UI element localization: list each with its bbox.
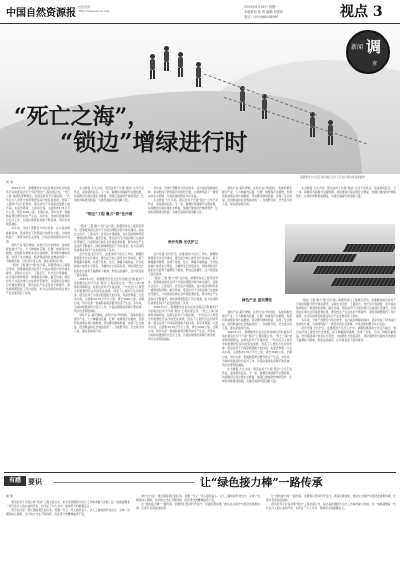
article-paragraph: 多年来，当地干部群众与风沙抗争，在沙漠边缘植树造林，逐步形成了防风固沙的绿色长廊，为绿洲筑起了一道坚实的生态屏障，沙漠边缘的群众从中受益。 bbox=[6, 226, 70, 243]
article-paragraph: 绿色产业 富民增收。在防沙治沙的同时，各地积极发展沙产业，大力种植肉苁蓉、红柳、梭梭等沙生植物，发展特色林果业和沙漠旅游，带动群众增收致富，实现了生态效益、经济效益和社会效益的统一。当地群众说，过去是沙进人退，现在是绿进沙退。 bbox=[222, 186, 292, 207]
section-subhead: 治沙先锋 光伏护卫 bbox=[167, 240, 198, 244]
commentary-paragraph: 让“绿色接力棒”一路传承，需要我们坚持科学治沙，巩固治理成果，推动生态保护与经济发展相协调，让更多荒漠变成绿洲。 bbox=[136, 502, 260, 511]
masthead-subtitle-line: 自然资源 bbox=[78, 5, 91, 9]
masthead-url: http://www.iziran.net bbox=[78, 9, 110, 13]
section-divider bbox=[4, 472, 396, 473]
commentary-paragraph: 防沙治沙是一项长期而艰巨的任务，需要一代又一代人接续奋斗。从人工植树到科技治沙，从单一治理到综合施策，治沙的方式在不断创新，但是坚守的精神始终不变。 bbox=[136, 494, 260, 503]
byline: 何 伟 bbox=[6, 180, 13, 184]
article-paragraph: 生态修复 久久为功。塔克拉玛干沙漠“锁边”合龙不是终点，而是新的起点。下一步，新疆将巩固提升治理成果，持续推进沙漠边缘生态修复，加强已建成防护林的管护，让绿色屏障更加稳固，为建设美丽中国贡献力量。 bbox=[222, 366, 292, 383]
commentary-tag: 有感 bbox=[4, 476, 26, 486]
commentary-column bbox=[136, 494, 260, 568]
headline-line-2: “锁边”增绿进行时 bbox=[60, 129, 248, 156]
stamp-word: 查 bbox=[372, 61, 378, 67]
article-column bbox=[148, 252, 218, 468]
article-column bbox=[222, 186, 292, 222]
commentary-paragraph: 让“绿色接力棒”一路传承，需要我们坚持科学治沙，巩固治理成果，推动生态保护与经济发展相协调，让更多荒漠变成绿洲。 bbox=[266, 494, 396, 503]
headline-line-1: “死亡之海”， bbox=[14, 104, 150, 130]
article-column bbox=[296, 186, 396, 222]
article-paragraph: 治沙先锋 光伏护卫。在推进防沙治沙工作中，新疆积极探索光伏治沙模式，通过在沙地上建设光伏发电板，板下种植耐旱植物，实现了发电、治沙、种植多重效益。光伏板能减少地表水分蒸发，为植物生长创造条件，同时清洗光伏板的水还能用于灌溉板下植被，形成良性循环，让沙漠变成了蓝色海洋。 bbox=[148, 252, 218, 277]
article-paragraph: “锁边”工程 聚力“锁”住沙漠。新疆坚持以工程项目带动，统筹推进塔克拉玛干沙漠边缘阻沙防沙体系建设，采取生态治沙、工程治沙、光伏治沙等措施，在沙漠边缘构筑起一道道绿色屏障。截至目前，塔克拉玛干沙漠边缘已完成绿化带建设，沙漠周边区域生态环境显著改善，群众的生产生活条件不断提升。绿色屏障既阻挡了风沙侵袭，也为沿线特色林果业和沙产业发展创造了条件。 bbox=[148, 276, 218, 305]
article-paragraph: 绿色产业 富民增收。在防沙治沙的同时，各地积极发展沙产业，大力种植肉苁蓉、红柳、梭梭等沙生植物，发展特色林果业和沙漠旅游，带动群众增收致富，实现了生态效益、经济效益和社会效益的统一。当地群众说，过去是沙进人退，现在是绿进沙退。 bbox=[222, 310, 292, 331]
article-paragraph: “锁边”工程 聚力“锁”住沙漠。新疆坚持以工程项目带动，统筹推进塔克拉玛干沙漠边缘阻沙防沙体系建设，采取生态治沙、工程治沙、光伏治沙等措施，在沙漠边缘构筑起一道道绿色屏障。截至目前，塔克拉玛干沙漠边缘已完成绿化带建设，沙漠周边区域生态环境显著改善，群众的生产生活条件不断提升。绿色屏障既阻挡了风沙侵袭，也为沿线特色林果业和沙产业发展创造了条件。 bbox=[74, 224, 144, 253]
commentary-tag-label: 要识 bbox=[28, 478, 42, 486]
issue-phone: 电话：(010)68048580 bbox=[244, 15, 279, 19]
article-column bbox=[222, 310, 292, 468]
masthead-subtitle bbox=[78, 5, 109, 13]
newspaper-title: 中国自然资源报 bbox=[6, 8, 76, 19]
issue-info bbox=[244, 5, 283, 20]
commentary-paragraph: 防沙治沙是一项长期而艰巨的任务，需要一代又一代人接续奋斗。从人工植树到科技治沙，从单一治理到综合施策，治沙的方式在不断创新，但是坚守的精神始终不变。 bbox=[6, 508, 130, 517]
column-stamp bbox=[346, 30, 390, 74]
article-column bbox=[74, 224, 144, 468]
article-column bbox=[6, 186, 70, 468]
tag-rule bbox=[54, 482, 194, 483]
stamp-word: 新闻 bbox=[351, 44, 364, 51]
article-paragraph: 2025年2月，新疆维吾尔自治区和田地区历时数年打造的塔克拉玛干沙漠“锁边”工程实现合龙，“死亡之海”被绿色屏障锁住。在塔克拉玛干沙漠边缘，一代代治沙人用坚守和智慧把荒凉沙地变成绿洲，创造了人类防沙治沙的奇迹。塔克拉玛干沙漠是我国最大的沙漠，也是世界第二大流动沙漠，总面积33.76万平方公里，周长3046公里。长期以来，风沙灾害一直威胁着周边群众的生产生活。多年来，当地持续推进防沙治沙工作，沙漠边缘绿色屏障不断延伸，风沙危害明显减轻。 bbox=[74, 276, 144, 313]
section-subhead: “锁边”工程 聚力“锁”住沙漠 bbox=[85, 212, 133, 216]
article-paragraph: 多年来，当地干部群众与风沙抗争，在沙漠边缘植树造林，逐步形成了防风固沙的绿色长廊，为绿洲筑起了一道坚实的生态屏障，沙漠边缘的群众从中受益。 bbox=[296, 318, 396, 327]
masthead bbox=[0, 0, 400, 24]
article-column bbox=[296, 298, 396, 468]
article-paragraph: 2025年2月，新疆维吾尔自治区和田地区历时数年打造的塔克拉玛干沙漠“锁边”工程实现合龙，“死亡之海”被绿色屏障锁住。在塔克拉玛干沙漠边缘，一代代治沙人用坚守和智慧把荒凉沙地变成绿洲，创造了人类防沙治沙的奇迹。塔克拉玛干沙漠是我国最大的沙漠，也是世界第二大流动沙漠，总面积33.76万平方公里，周长3046公里。长期以来，风沙灾害一直威胁着周边群众的生产生活。多年来，当地持续推进防沙治沙工作，沙漠边缘绿色屏障不断延伸，风沙危害明显减轻。 bbox=[148, 304, 218, 341]
article-paragraph: 治沙先锋 光伏护卫。在推进防沙治沙工作中，新疆积极探索光伏治沙模式，通过在沙地上建设光伏发电板，板下种植耐旱植物，实现了发电、治沙、种植多重效益。光伏板能减少地表水分蒸发，为植物生长创造条件，同时清洗光伏板的水还能用于灌溉板下植被，形成良性循环，让沙漠变成了蓝色海洋。 bbox=[74, 252, 144, 277]
article-paragraph: 绿色产业 富民增收。在防沙治沙的同时，各地积极发展沙产业，大力种植肉苁蓉、红柳、梭梭等沙生植物，发展特色林果业和沙漠旅游，带动群众增收致富，实现了生态效益、经济效益和社会效益的统一。当地群众说，过去是沙进人退，现在是绿进沙退。 bbox=[74, 313, 144, 334]
hero-photo bbox=[0, 24, 400, 174]
commentary-column bbox=[6, 500, 130, 568]
commentary-paragraph: 塔克拉玛干沙漠边缘“锁边”工程全面合龙，标志着我国防沙治沙工作取得重大进展。这一成就凝聚着一代代治沙人的心血和汗水，也印证了久久为功、绵绵用力的重要意义。 bbox=[6, 500, 130, 509]
commentary-column bbox=[266, 494, 396, 568]
section-title: 视点 3 bbox=[340, 4, 383, 20]
section-subhead: 绿色产业 富民增收 bbox=[241, 298, 272, 302]
commentary-paragraph: 塔克拉玛干沙漠边缘“锁边”工程全面合龙，标志着我国防沙治沙工作取得重大进展。这一成就凝聚着一代代治沙人的心血和汗水，也印证了久久为功、绵绵用力的重要意义。 bbox=[266, 502, 396, 511]
commentary-title: 让“绿色接力棒”一路传承 bbox=[200, 476, 323, 489]
solar-panel-photo bbox=[285, 224, 395, 294]
issue-date: 2025年6月16日 星期一 bbox=[244, 5, 279, 9]
hero-caption: 新疆维吾尔自治区和田地区治沙人员在沙漠边缘栽种植物 bbox=[300, 176, 365, 179]
article-paragraph: 绿色产业 富民增收。在防沙治沙的同时，各地积极发展沙产业，大力种植肉苁蓉、红柳、梭梭等沙生植物，发展特色林果业和沙漠旅游，带动群众增收致富，实现了生态效益、经济效益和社会效益的统一。当地群众说，过去是沙进人退，现在是绿进沙退。 bbox=[6, 242, 70, 263]
article-paragraph: 治沙先锋 光伏护卫。在推进防沙治沙工作中，新疆积极探索光伏治沙模式，通过在沙地上建设光伏发电板，板下种植耐旱植物，实现了发电、治沙、种植多重效益。光伏板能减少地表水分蒸发，为植物生长创造条件，同时清洗光伏板的水还能用于灌溉板下植被，形成良性循环，让沙漠变成了蓝色海洋。 bbox=[296, 326, 396, 343]
stamp-word: 调 bbox=[366, 38, 382, 56]
article-column bbox=[148, 186, 218, 236]
article-paragraph: 生态修复 久久为功。塔克拉玛干沙漠“锁边”合龙不是终点，而是新的起点。下一步，新疆将巩固提升治理成果，持续推进沙漠边缘生态修复，加强已建成防护林的管护，让绿色屏障更加稳固，为建设美丽中国贡献力量。 bbox=[74, 186, 144, 203]
article-paragraph: 生态修复 久久为功。塔克拉玛干沙漠“锁边”合龙不是终点，而是新的起点。下一步，新疆将巩固提升治理成果，持续推进沙漠边缘生态修复，加强已建成防护林的管护，让绿色屏障更加稳固，为建设美丽中国贡献力量。 bbox=[296, 186, 396, 199]
issue-editors: 本版策划 张 玥 编辑 刘建伟 bbox=[244, 10, 284, 14]
article-paragraph: 2025年2月，新疆维吾尔自治区和田地区历时数年打造的塔克拉玛干沙漠“锁边”工程实现合龙，“死亡之海”被绿色屏障锁住。在塔克拉玛干沙漠边缘，一代代治沙人用坚守和智慧把荒凉沙地变成绿洲，创造了人类防沙治沙的奇迹。塔克拉玛干沙漠是我国最大的沙漠，也是世界第二大流动沙漠，总面积33.76万平方公里，周长3046公里。长期以来，风沙灾害一直威胁着周边群众的生产生活。多年来，当地持续推进防沙治沙工作，沙漠边缘绿色屏障不断延伸，风沙危害明显减轻。 bbox=[6, 186, 70, 227]
commentary-byline: 何 伟 bbox=[6, 494, 13, 498]
article-paragraph: 生态修复 久久为功。塔克拉玛干沙漠“锁边”合龙不是终点，而是新的起点。下一步，新疆将巩固提升治理成果，持续推进沙漠边缘生态修复，加强已建成防护林的管护，让绿色屏障更加稳固，为建设美丽中国贡献力量。 bbox=[148, 198, 218, 215]
article-column bbox=[74, 186, 144, 210]
article-paragraph: 多年来，当地干部群众与风沙抗争，在沙漠边缘植树造林，逐步形成了防风固沙的绿色长廊，为绿洲筑起了一道坚实的生态屏障，沙漠边缘的群众从中受益。 bbox=[148, 186, 218, 199]
article-paragraph: “锁边”工程 聚力“锁”住沙漠。新疆坚持以工程项目带动，统筹推进塔克拉玛干沙漠边缘阻沙防沙体系建设，采取生态治沙、工程治沙、光伏治沙等措施，在沙漠边缘构筑起一道道绿色屏障。截至目前，塔克拉玛干沙漠边缘已完成绿化带建设，沙漠周边区域生态环境显著改善，群众的生产生活条件不断提升。绿色屏障既阻挡了风沙侵袭，也为沿线特色林果业和沙产业发展创造了条件。 bbox=[6, 262, 70, 296]
article-paragraph: 2025年2月，新疆维吾尔自治区和田地区历时数年打造的塔克拉玛干沙漠“锁边”工程实现合龙，“死亡之海”被绿色屏障锁住。在塔克拉玛干沙漠边缘，一代代治沙人用坚守和智慧把荒凉沙地变成绿洲，创造了人类防沙治沙的奇迹。塔克拉玛干沙漠是我国最大的沙漠，也是世界第二大流动沙漠，总面积33.76万平方公里，周长3046公里。长期以来，风沙灾害一直威胁着周边群众的生产生活。多年来，当地持续推进防沙治沙工作，沙漠边缘绿色屏障不断延伸，风沙危害明显减轻。 bbox=[222, 330, 292, 367]
article-paragraph: “锁边”工程 聚力“锁”住沙漠。新疆坚持以工程项目带动，统筹推进塔克拉玛干沙漠边缘阻沙防沙体系建设，采取生态治沙、工程治沙、光伏治沙等措施，在沙漠边缘构筑起一道道绿色屏障。截至目前，塔克拉玛干沙漠边缘已完成绿化带建设，沙漠周边区域生态环境显著改善，群众的生产生活条件不断提升。绿色屏障既阻挡了风沙侵袭，也为沿线特色林果业和沙产业发展创造了条件。 bbox=[296, 298, 396, 319]
